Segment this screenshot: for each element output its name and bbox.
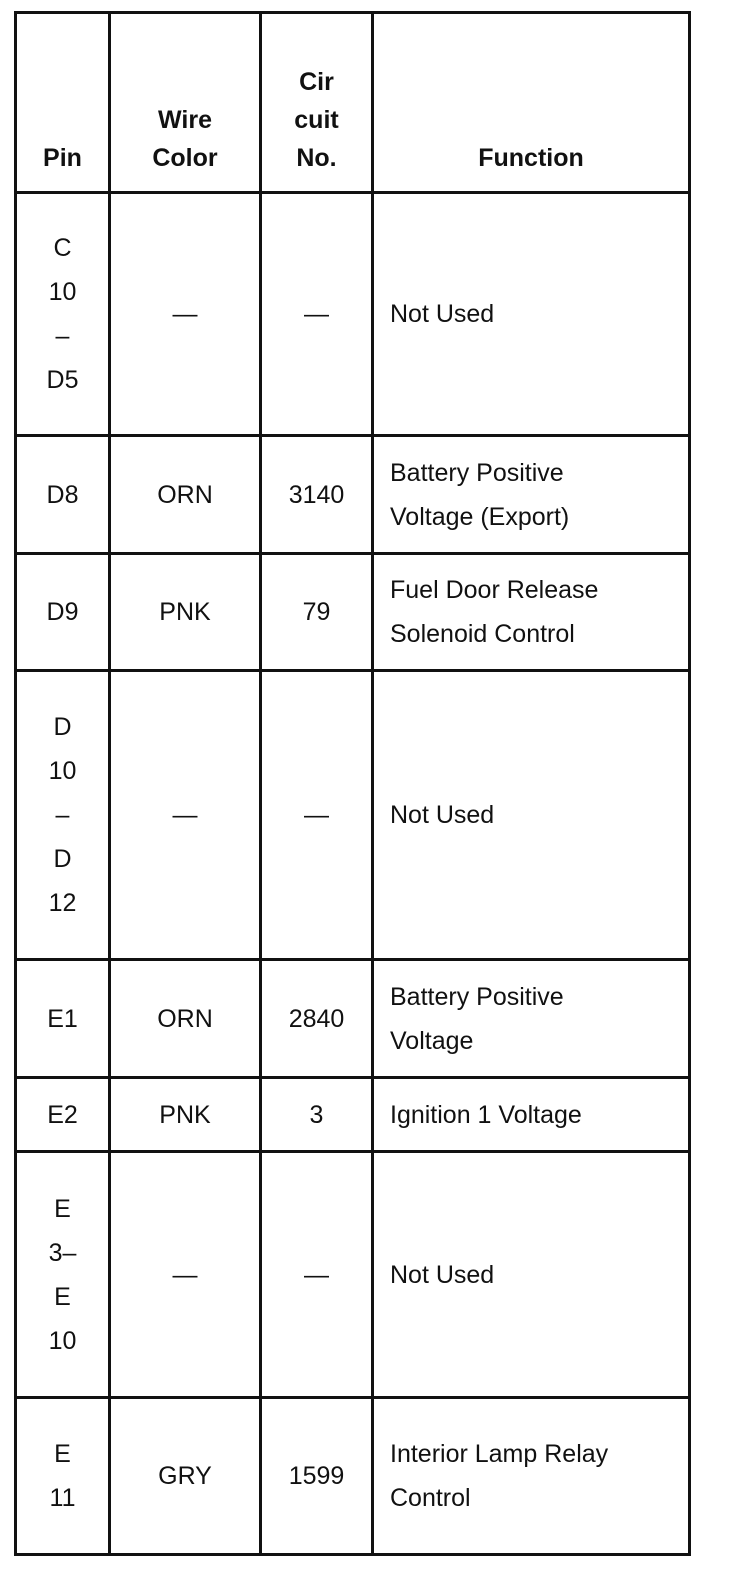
table-row bbox=[16, 671, 690, 960]
table-row bbox=[16, 1398, 690, 1555]
table-row bbox=[16, 1152, 690, 1398]
pin-cell: D8 bbox=[16, 436, 110, 554]
header-function: Function bbox=[373, 13, 690, 193]
header-circuit-no: Cir cuit No. bbox=[261, 13, 373, 193]
wire-color-cell: — bbox=[110, 1152, 261, 1398]
pin-cell: C 10 – D5 bbox=[16, 193, 110, 436]
pin-cell: E 11 bbox=[16, 1398, 110, 1555]
wire-color-cell: — bbox=[110, 671, 261, 960]
pin-cell: E2 bbox=[16, 1078, 110, 1152]
function-cell: Not Used bbox=[373, 671, 690, 960]
table-row bbox=[16, 960, 690, 1078]
table-header bbox=[16, 13, 690, 193]
wire-color-cell: ORN bbox=[110, 960, 261, 1078]
function-cell: Battery Positive Voltage (Export) bbox=[373, 436, 690, 554]
circuit-no-cell: 1599 bbox=[261, 1398, 373, 1555]
wire-color-cell: GRY bbox=[110, 1398, 261, 1555]
function-cell: Interior Lamp Relay Control bbox=[373, 1398, 690, 1555]
circuit-no-cell: — bbox=[261, 193, 373, 436]
function-cell: Ignition 1 Voltage bbox=[373, 1078, 690, 1152]
connector-pinout-table bbox=[14, 11, 691, 1556]
table-row bbox=[16, 436, 690, 554]
pin-cell: D9 bbox=[16, 554, 110, 671]
function-cell: Not Used bbox=[373, 1152, 690, 1398]
header-wire-color: Wire Color bbox=[110, 13, 261, 193]
wire-color-cell: — bbox=[110, 193, 261, 436]
circuit-no-cell: 3 bbox=[261, 1078, 373, 1152]
function-cell: Fuel Door Release Solenoid Control bbox=[373, 554, 690, 671]
circuit-no-cell: 3140 bbox=[261, 436, 373, 554]
circuit-no-cell: 79 bbox=[261, 554, 373, 671]
table-row bbox=[16, 1078, 690, 1152]
circuit-no-cell: — bbox=[261, 1152, 373, 1398]
table-body bbox=[16, 193, 690, 1555]
pin-cell: D 10 – D 12 bbox=[16, 671, 110, 960]
wire-color-cell: PNK bbox=[110, 554, 261, 671]
table-row bbox=[16, 554, 690, 671]
pin-cell: E1 bbox=[16, 960, 110, 1078]
circuit-no-cell: 2840 bbox=[261, 960, 373, 1078]
header-pin: Pin bbox=[16, 13, 110, 193]
wire-color-cell: ORN bbox=[110, 436, 261, 554]
function-cell: Battery Positive Voltage bbox=[373, 960, 690, 1078]
wire-color-cell: PNK bbox=[110, 1078, 261, 1152]
function-cell: Not Used bbox=[373, 193, 690, 436]
pin-cell: E 3– E 10 bbox=[16, 1152, 110, 1398]
circuit-no-cell: — bbox=[261, 671, 373, 960]
table-row bbox=[16, 193, 690, 436]
